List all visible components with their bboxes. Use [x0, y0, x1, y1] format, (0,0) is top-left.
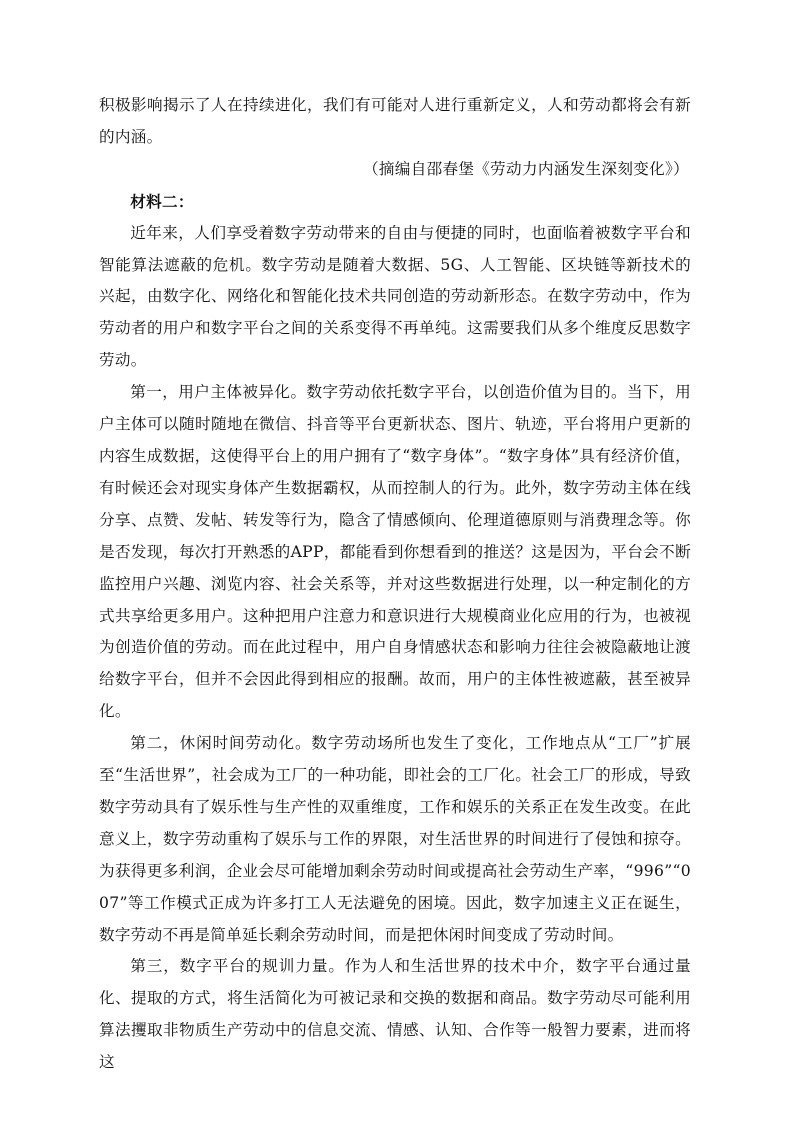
- continued-paragraph: 积极影响揭示了人在持续进化，我们有可能对人进行重新定义，人和劳动都将会有新的内涵。: [99, 96, 691, 146]
- paragraph-third-point: 第三，数字平台的规训力量。作为人和生活世界的技术中介，数字平台通过量化、提取的方式，将生活简化为可被记录和交换的数据和商品。数字劳动尽可能利用算法攫取非物质生产劳动中的信息交流、情感、认知、合作等一般智力要素，进而将这: [99, 957, 691, 1072]
- paragraph-intro: 近年来，人们享受着数字劳动带来的自由与便捷的同时，也面临着被数字平台和智能算法遮蔽的危机。数字劳动是随着大数据、5G、人工智能、区块链等新技术的兴起，由数字化、网络化和智能化技术共同创造的劳动新形态。在数字劳动中，作为劳动者的用户和数字平台之间的关系变得不再单纯。这需要我们从多个维度反思数字劳动。: [99, 223, 691, 370]
- source-citation: （摘编自邵春堡《劳动力内涵发生深刻变化》）: [363, 159, 689, 178]
- text-block: [99, 90, 691, 1079]
- paragraph-first-point: 第一，用户主体被异化。数字劳动依托数字平台，以创造价值为目的。当下，用户主体可以随时随地在微信、抖音等平台更新状态、图片、轨迹，平台将用户更新的内容生成数据，这使得平台上的用户拥有了“数字身体”。“数字身体”具有经济价值，有时候还会对现实身体产生数据霸权，从而控制人的行为。此外，数字劳动主体在线分享、点赞、发帖、转发等行为，隐含了情感倾向、伦理道德原则与消费理念等。你是否发现，每次打开熟悉的APP，都能看到你想看到的推送？这是因为，平台会不断监控用户兴趣、浏览内容、社会关系等，并对这些数据进行处理，以一种定制化的方式共享给更多用户。这种把用户注意力和意识进行大规模商业化应用的行为，也被视为创造价值的劳动。而在此过程中，用户自身情感状态和影响力往往会被隐蔽地让渡给数字平台，但并不会因此得到相应的报酬。故而，用户的主体性被遮蔽，甚至被异化。: [99, 383, 691, 721]
- material-two-heading: 材料二：: [130, 191, 194, 211]
- paragraph-second-point: 第二，休闲时间劳动化。数字劳动场所也发生了变化，工作地点从“工厂”扩展至“生活世界”，社会成为工厂的一种功能，即社会的工厂化。社会工厂的形成，导致数字劳动具有了娱乐性与生产性的双重维度，工作和娱乐的关系正在发生改变。在此意义上，数字劳动重构了娱乐与工作的界限，对生活世界的时间进行了侵蚀和掠夺。为获得更多利润，企业会尽可能增加剩余劳动时间或提高社会劳动生产率，“996”“007”等工作模式正成为许多打工人无法避免的困境。因此，数字加速主义正在诞生，数字劳动不再是简单延长剩余劳动时间，而是把休闲时间变成了劳动时间。: [99, 734, 691, 944]
